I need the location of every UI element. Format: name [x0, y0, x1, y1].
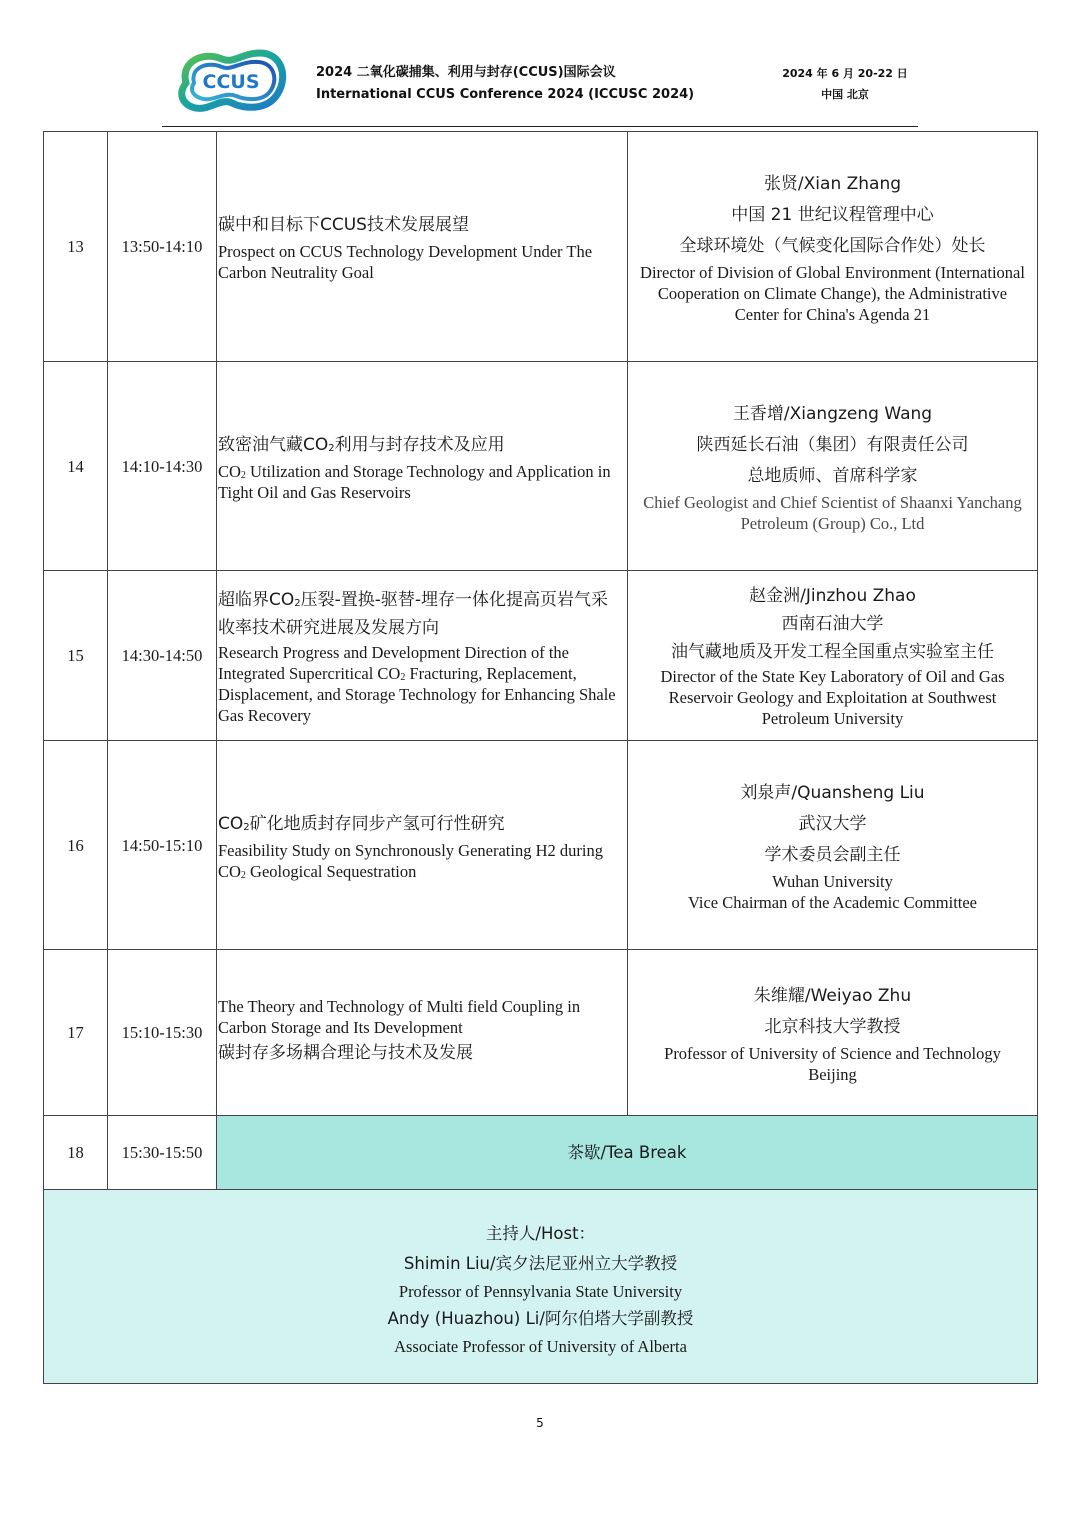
agenda-row — [44, 950, 1038, 1116]
session-time: 14:10-14:30 — [108, 362, 217, 571]
speaker-title-zh: 总地质师、首席科学家 — [747, 465, 918, 486]
session-topic — [217, 132, 628, 362]
topic-en: The Theory and Technology of Multi field Coupling in Carbon Storage and Its Development — [218, 997, 581, 1037]
speaker-title-zh: 学术委员会副主任 — [764, 844, 901, 865]
speaker-en: Director of the State Key Laboratory of Oil and Gas Reservoir Geology and Exploitation at Southwest Petroleum University — [660, 667, 1005, 728]
speaker-org-zh: 陕西延长石油（集团）有限责任公司 — [696, 434, 969, 455]
speaker-org-zh: 中国 21 世纪议程管理中心 — [731, 204, 934, 225]
host-2-name: Andy (Huazhou) Li/阿尔伯塔大学副教授 — [387, 1308, 694, 1328]
logo-text: CCUS — [202, 71, 260, 93]
ccus-logo — [174, 47, 288, 117]
agenda-row-break — [44, 1116, 1038, 1190]
agenda-row — [44, 741, 1038, 950]
session-number: 16 — [44, 741, 108, 950]
agenda-row — [44, 571, 1038, 741]
header-divider — [162, 126, 918, 127]
host-row — [44, 1190, 1038, 1384]
conference-title-en: International CCUS Conference 2024 (ICCUSC 2024) — [316, 87, 695, 102]
session-topic — [217, 741, 628, 950]
session-time: 15:10-15:30 — [108, 950, 217, 1116]
session-host — [44, 1190, 1038, 1384]
session-time: 14:30-14:50 — [108, 571, 217, 741]
speaker-name: 朱维耀/Weiyao Zhu — [753, 985, 912, 1006]
speaker-name: 赵金洲/Jinzhou Zhao — [749, 586, 916, 606]
session-time: 14:50-15:10 — [108, 741, 217, 950]
speaker-org-zh: 西南石油大学 — [781, 614, 884, 634]
speaker-en-title: Vice Chairman of the Academic Committee — [687, 892, 978, 912]
session-time: 15:30-15:50 — [108, 1116, 217, 1190]
host-2-affiliation: Associate Professor of University of Alberta — [394, 1336, 687, 1356]
speaker-name: 王香增/Xiangzeng Wang — [732, 403, 933, 424]
speaker-name: 张贤/Xian Zhang — [763, 173, 902, 194]
host-label: 主持人/Host： — [485, 1223, 596, 1243]
topic-zh: 碳中和目标下CCUS技术发展展望 — [218, 215, 469, 235]
session-speaker — [628, 132, 1038, 362]
session-speaker — [628, 571, 1038, 741]
topic-en: Prospect on CCUS Technology Development Under The Carbon Neutrality Goal — [218, 242, 593, 282]
agenda-row — [44, 132, 1038, 362]
agenda-row — [44, 362, 1038, 571]
topic-en: Feasibility Study on Synchronously Generating H2 during $CO_2$ Geological Sequestration — [218, 840, 603, 881]
session-number: 18 — [44, 1116, 108, 1190]
topic-en: $CO_2$ Utilization and Storage Technology and Application in Tight Oil and Gas Reservoirs — [218, 461, 611, 502]
host-1-affiliation: Professor of Pennsylvania State University — [398, 1281, 683, 1301]
speaker-en-org: Wuhan University — [772, 871, 893, 891]
session-time: 13:50-14:10 — [108, 132, 217, 362]
speaker-en: Chief Geologist and Chief Scientist of Shaanxi Yanchang Petroleum (Group) Co., Ltd — [643, 492, 1022, 533]
session-topic — [217, 571, 628, 741]
topic-zh: 碳封存多场耦合理论与技术及发展 — [218, 1043, 473, 1063]
session-speaker — [628, 741, 1038, 950]
session-number: 14 — [44, 362, 108, 571]
session-topic — [217, 950, 628, 1116]
page-number: 5 — [536, 1416, 544, 1430]
speaker-title-zh: 全球环境处（气候变化国际合作处）处长 — [679, 235, 986, 256]
session-speaker — [628, 950, 1038, 1116]
topic-zh: $CO_2$矿化地质封存同步产氢可行性研究 — [218, 813, 505, 834]
conference-date: 2024 年 6 月 20-22 日 — [782, 67, 908, 80]
conference-date-location — [760, 63, 930, 105]
topic-zh: 致密油气藏$CO_2$利用与封存技术及应用 — [218, 434, 505, 455]
session-topic — [217, 362, 628, 571]
session-number: 13 — [44, 132, 108, 362]
session-number: 15 — [44, 571, 108, 741]
page-header — [0, 0, 1080, 130]
tea-break: 茶歇/Tea Break — [217, 1116, 1038, 1190]
speaker-en: Professor of University of Science and Technology Beijing — [664, 1043, 1001, 1084]
conference-location: 中国 北京 — [821, 88, 869, 101]
speaker-title-zh: 油气藏地质及开发工程全国重点实验室主任 — [671, 642, 994, 662]
agenda-table — [43, 131, 1038, 1384]
session-speaker — [628, 362, 1038, 571]
conference-title — [316, 62, 694, 106]
host-1-name: Shimin Liu/宾夕法尼亚州立大学教授 — [403, 1253, 678, 1273]
conference-title-zh: 2024 二氧化碳捕集、利用与封存(CCUS)国际会议 — [316, 65, 616, 80]
topic-en: Research Progress and Development Direction of the Integrated Supercritical $CO_2$ Fracturing, Replacement, Displacement, and Storage Technology for Enhancing Shale Gas Recovery — [218, 642, 616, 725]
speaker-org-zh: 武汉大学 — [798, 813, 867, 834]
session-number: 17 — [44, 950, 108, 1116]
speaker-en: Director of Division of Global Environment (International Cooperation on Climate Change), the Administrative Center for China's Agenda 21 — [640, 262, 1025, 324]
topic-zh: 超临界$CO_2$压裂-置换-驱替-埋存一体化提高页岩气采收率技术研究进展及发展方向 — [218, 589, 609, 638]
speaker-title-zh: 北京科技大学教授 — [764, 1016, 901, 1037]
speaker-name: 刘泉声/Quansheng Liu — [740, 782, 925, 803]
